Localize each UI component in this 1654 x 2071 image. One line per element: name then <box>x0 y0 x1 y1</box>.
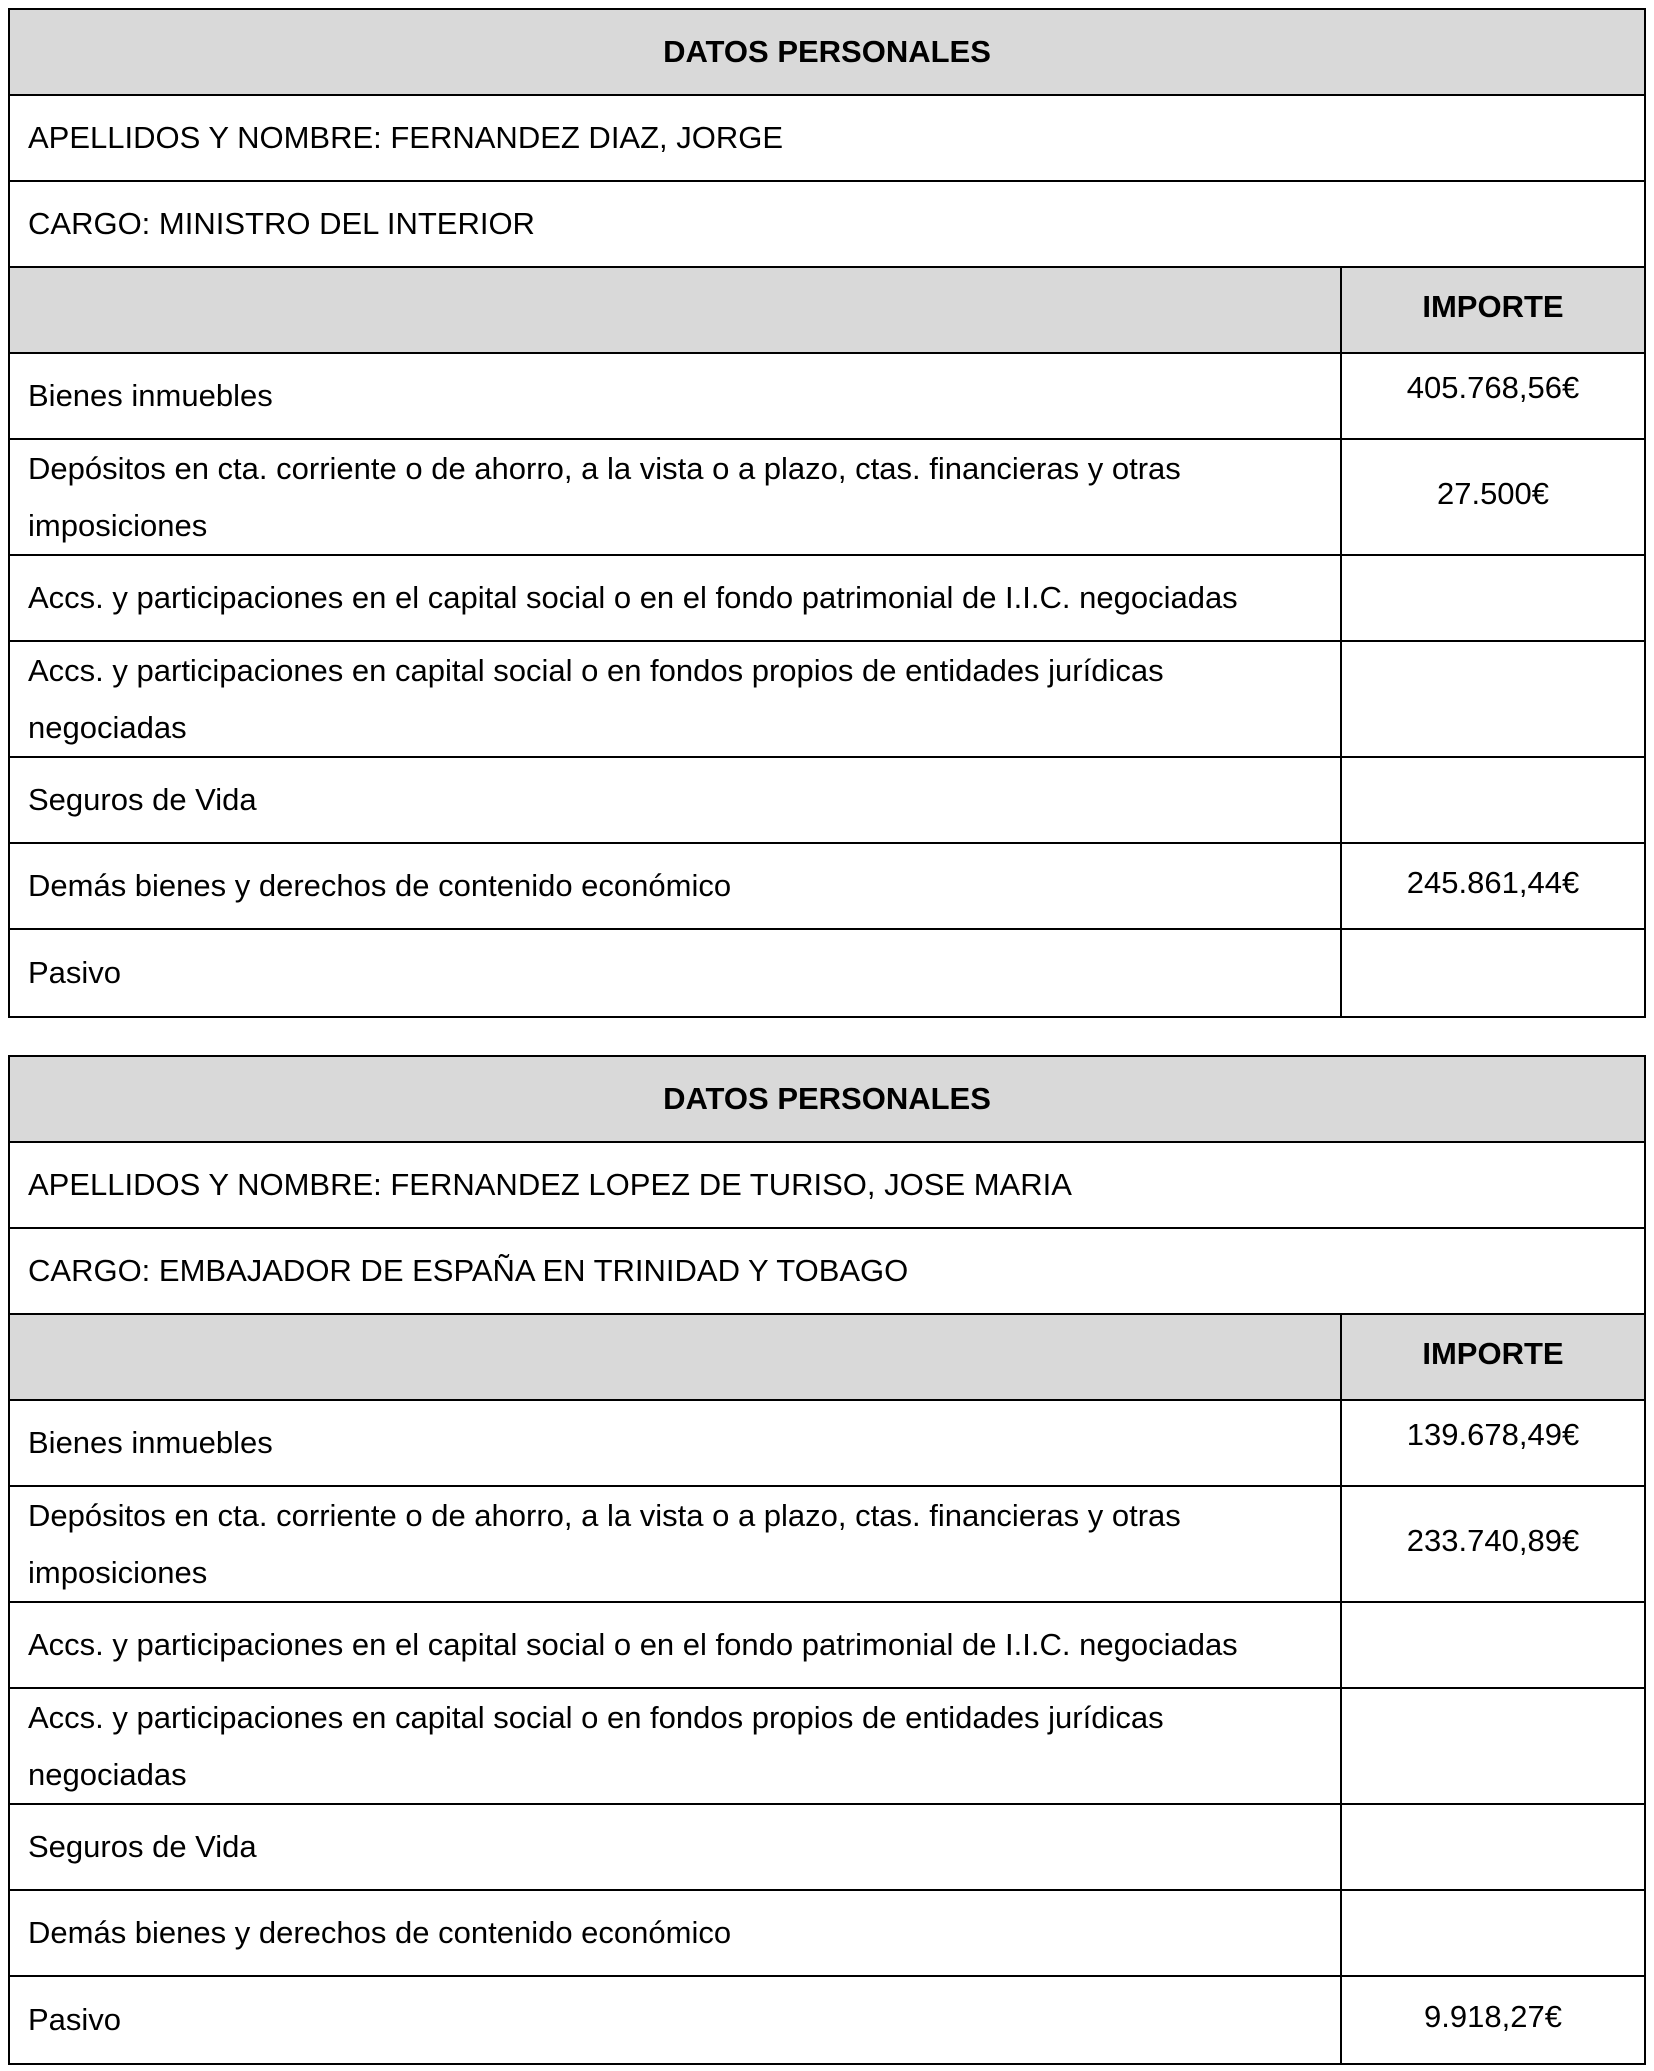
column-header-importe: IMPORTE <box>1342 1315 1644 1399</box>
row-value <box>1342 1603 1644 1687</box>
table-row <box>10 354 1644 440</box>
row-value <box>1342 758 1644 842</box>
table-row <box>10 1805 1644 1891</box>
row-value: 233.740,89€ <box>1406 1523 1580 1558</box>
table-row <box>10 1603 1644 1689</box>
column-header-row <box>10 268 1644 354</box>
row-label: Accs. y participaciones en el capital social o en el fondo patrimonial de I.I.C. negociadas <box>10 556 1342 640</box>
table-row <box>10 1689 1644 1805</box>
section-header: DATOS PERSONALES <box>10 10 1644 96</box>
row-label: Accs. y participaciones en el capital social o en el fondo patrimonial de I.I.C. negociadas <box>10 1603 1342 1687</box>
row-label: Demás bienes y derechos de contenido económico <box>10 1891 1342 1975</box>
row-label: Depósitos en cta. corriente o de ahorro, a la vista o a plazo, ctas. financieras y otras imposiciones <box>10 1487 1342 1601</box>
table-row <box>10 1487 1644 1603</box>
row-label: Pasivo <box>10 1977 1342 2063</box>
table-row <box>10 758 1644 844</box>
row-label: Seguros de Vida <box>10 758 1342 842</box>
row-value <box>1342 1891 1644 1975</box>
row-value: 139.678,49€ <box>1406 1417 1580 1452</box>
row-value <box>1342 642 1644 756</box>
column-header-importe: IMPORTE <box>1342 268 1644 352</box>
table-row <box>10 440 1644 556</box>
row-value: 245.861,44€ <box>1406 865 1580 900</box>
row-label: Pasivo <box>10 930 1342 1016</box>
table-row <box>10 1401 1644 1487</box>
table-row <box>10 556 1644 642</box>
row-value: 9.918,27€ <box>1424 1999 1562 2034</box>
name-line: APELLIDOS Y NOMBRE: FERNANDEZ DIAZ, JORGE <box>10 96 1644 182</box>
table-row <box>10 1977 1644 2063</box>
row-label: Demás bienes y derechos de contenido económico <box>10 844 1342 928</box>
section-header: DATOS PERSONALES <box>10 1057 1644 1143</box>
name-line: APELLIDOS Y NOMBRE: FERNANDEZ LOPEZ DE TURISO, JOSE MARIA <box>10 1143 1644 1229</box>
row-label: Seguros de Vida <box>10 1805 1342 1889</box>
row-label: Accs. y participaciones en capital social o en fondos propios de entidades jurídicas negociadas <box>10 1689 1342 1803</box>
row-value: 27.500€ <box>1436 476 1550 511</box>
personal-data-table-2 <box>8 1055 1646 2065</box>
column-header-empty <box>10 1315 1342 1399</box>
table-row <box>10 930 1644 1016</box>
column-header-empty <box>10 268 1342 352</box>
row-label: Accs. y participaciones en capital social o en fondos propios de entidades jurídicas negociadas <box>10 642 1342 756</box>
cargo-line: CARGO: EMBAJADOR DE ESPAÑA EN TRINIDAD Y TOBAGO <box>10 1229 1644 1315</box>
row-label: Bienes inmuebles <box>10 1401 1342 1485</box>
row-value <box>1342 1689 1644 1803</box>
personal-data-table-1 <box>8 8 1646 1018</box>
row-label: Depósitos en cta. corriente o de ahorro, a la vista o a plazo, ctas. financieras y otras imposiciones <box>10 440 1342 554</box>
row-value <box>1342 930 1644 1016</box>
table-row <box>10 1891 1644 1977</box>
column-header-row <box>10 1315 1644 1401</box>
row-value <box>1342 556 1644 640</box>
cargo-line: CARGO: MINISTRO DEL INTERIOR <box>10 182 1644 268</box>
table-row <box>10 642 1644 758</box>
table-row <box>10 844 1644 930</box>
row-value: 405.768,56€ <box>1406 370 1580 405</box>
row-value <box>1342 1805 1644 1889</box>
row-label: Bienes inmuebles <box>10 354 1342 438</box>
